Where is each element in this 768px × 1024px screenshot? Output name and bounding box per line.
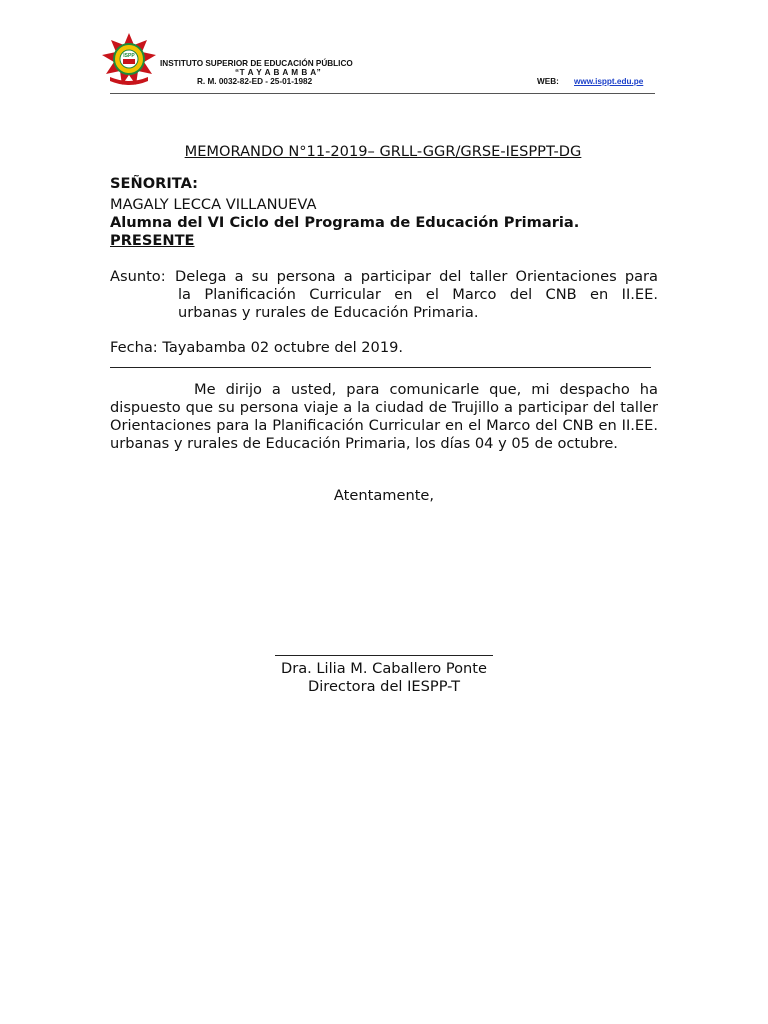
subject-line-3: urbanas y rurales de Educación Primaria. [178, 304, 479, 321]
header-divider [110, 93, 655, 94]
subject-line-2: la Planificación Curricular en el Marco del CNB en II.EE. [178, 286, 658, 303]
institution-name: INSTITUTO SUPERIOR DE EDUCACIÓN PÚBLICO [160, 59, 353, 68]
institution-resolution: R. M. 0032-82-ED - 25-01-1982 [197, 77, 313, 86]
subject-line-1: Delega a su persona a participar del taller Orientaciones para [175, 268, 658, 285]
signature-line [275, 655, 493, 656]
institution-logo [98, 31, 160, 87]
recipient-role: Alumna del VI Ciclo del Programa de Educación Primaria. [110, 214, 580, 231]
closing: Atentamente, [333, 487, 435, 504]
memo-body: Me dirijo a usted, para comunicarle que, mi despacho ha dispuesto que su persona viaje a la ciudad de Trujillo a participar del taller Orientaciones para la Planificación Curricular en el Marco del CNB en II.EE. urbanas y rurales de Educación Primaria, los días 04 y 05 de octubre. [110, 381, 658, 452]
institution-town: “T A Y A B A M B A” [235, 68, 322, 77]
recipient-name: MAGALY LECCA VILLANUEVA [110, 196, 317, 213]
recipient-present: PRESENTE [110, 232, 195, 249]
web-label: WEB: [537, 77, 559, 86]
subject-label: Asunto: [110, 268, 166, 285]
greeting: SEÑORITA: [110, 175, 198, 192]
signatory-title: Directora del IESPP-T [307, 678, 461, 695]
signatory-name: Dra. Lilia M. Caballero Ponte [280, 660, 488, 677]
memo-title: MEMORANDO N°11-2019– GRLL-GGR/GRSE-IESPPT-DG [184, 143, 582, 160]
subject-block [110, 268, 658, 322]
date-line: Fecha: Tayabamba 02 octubre del 2019. [110, 339, 404, 356]
date-divider [110, 367, 651, 368]
website-link[interactable]: www.isppt.edu.pe [574, 77, 644, 86]
logo-text: ISPP [123, 53, 135, 59]
